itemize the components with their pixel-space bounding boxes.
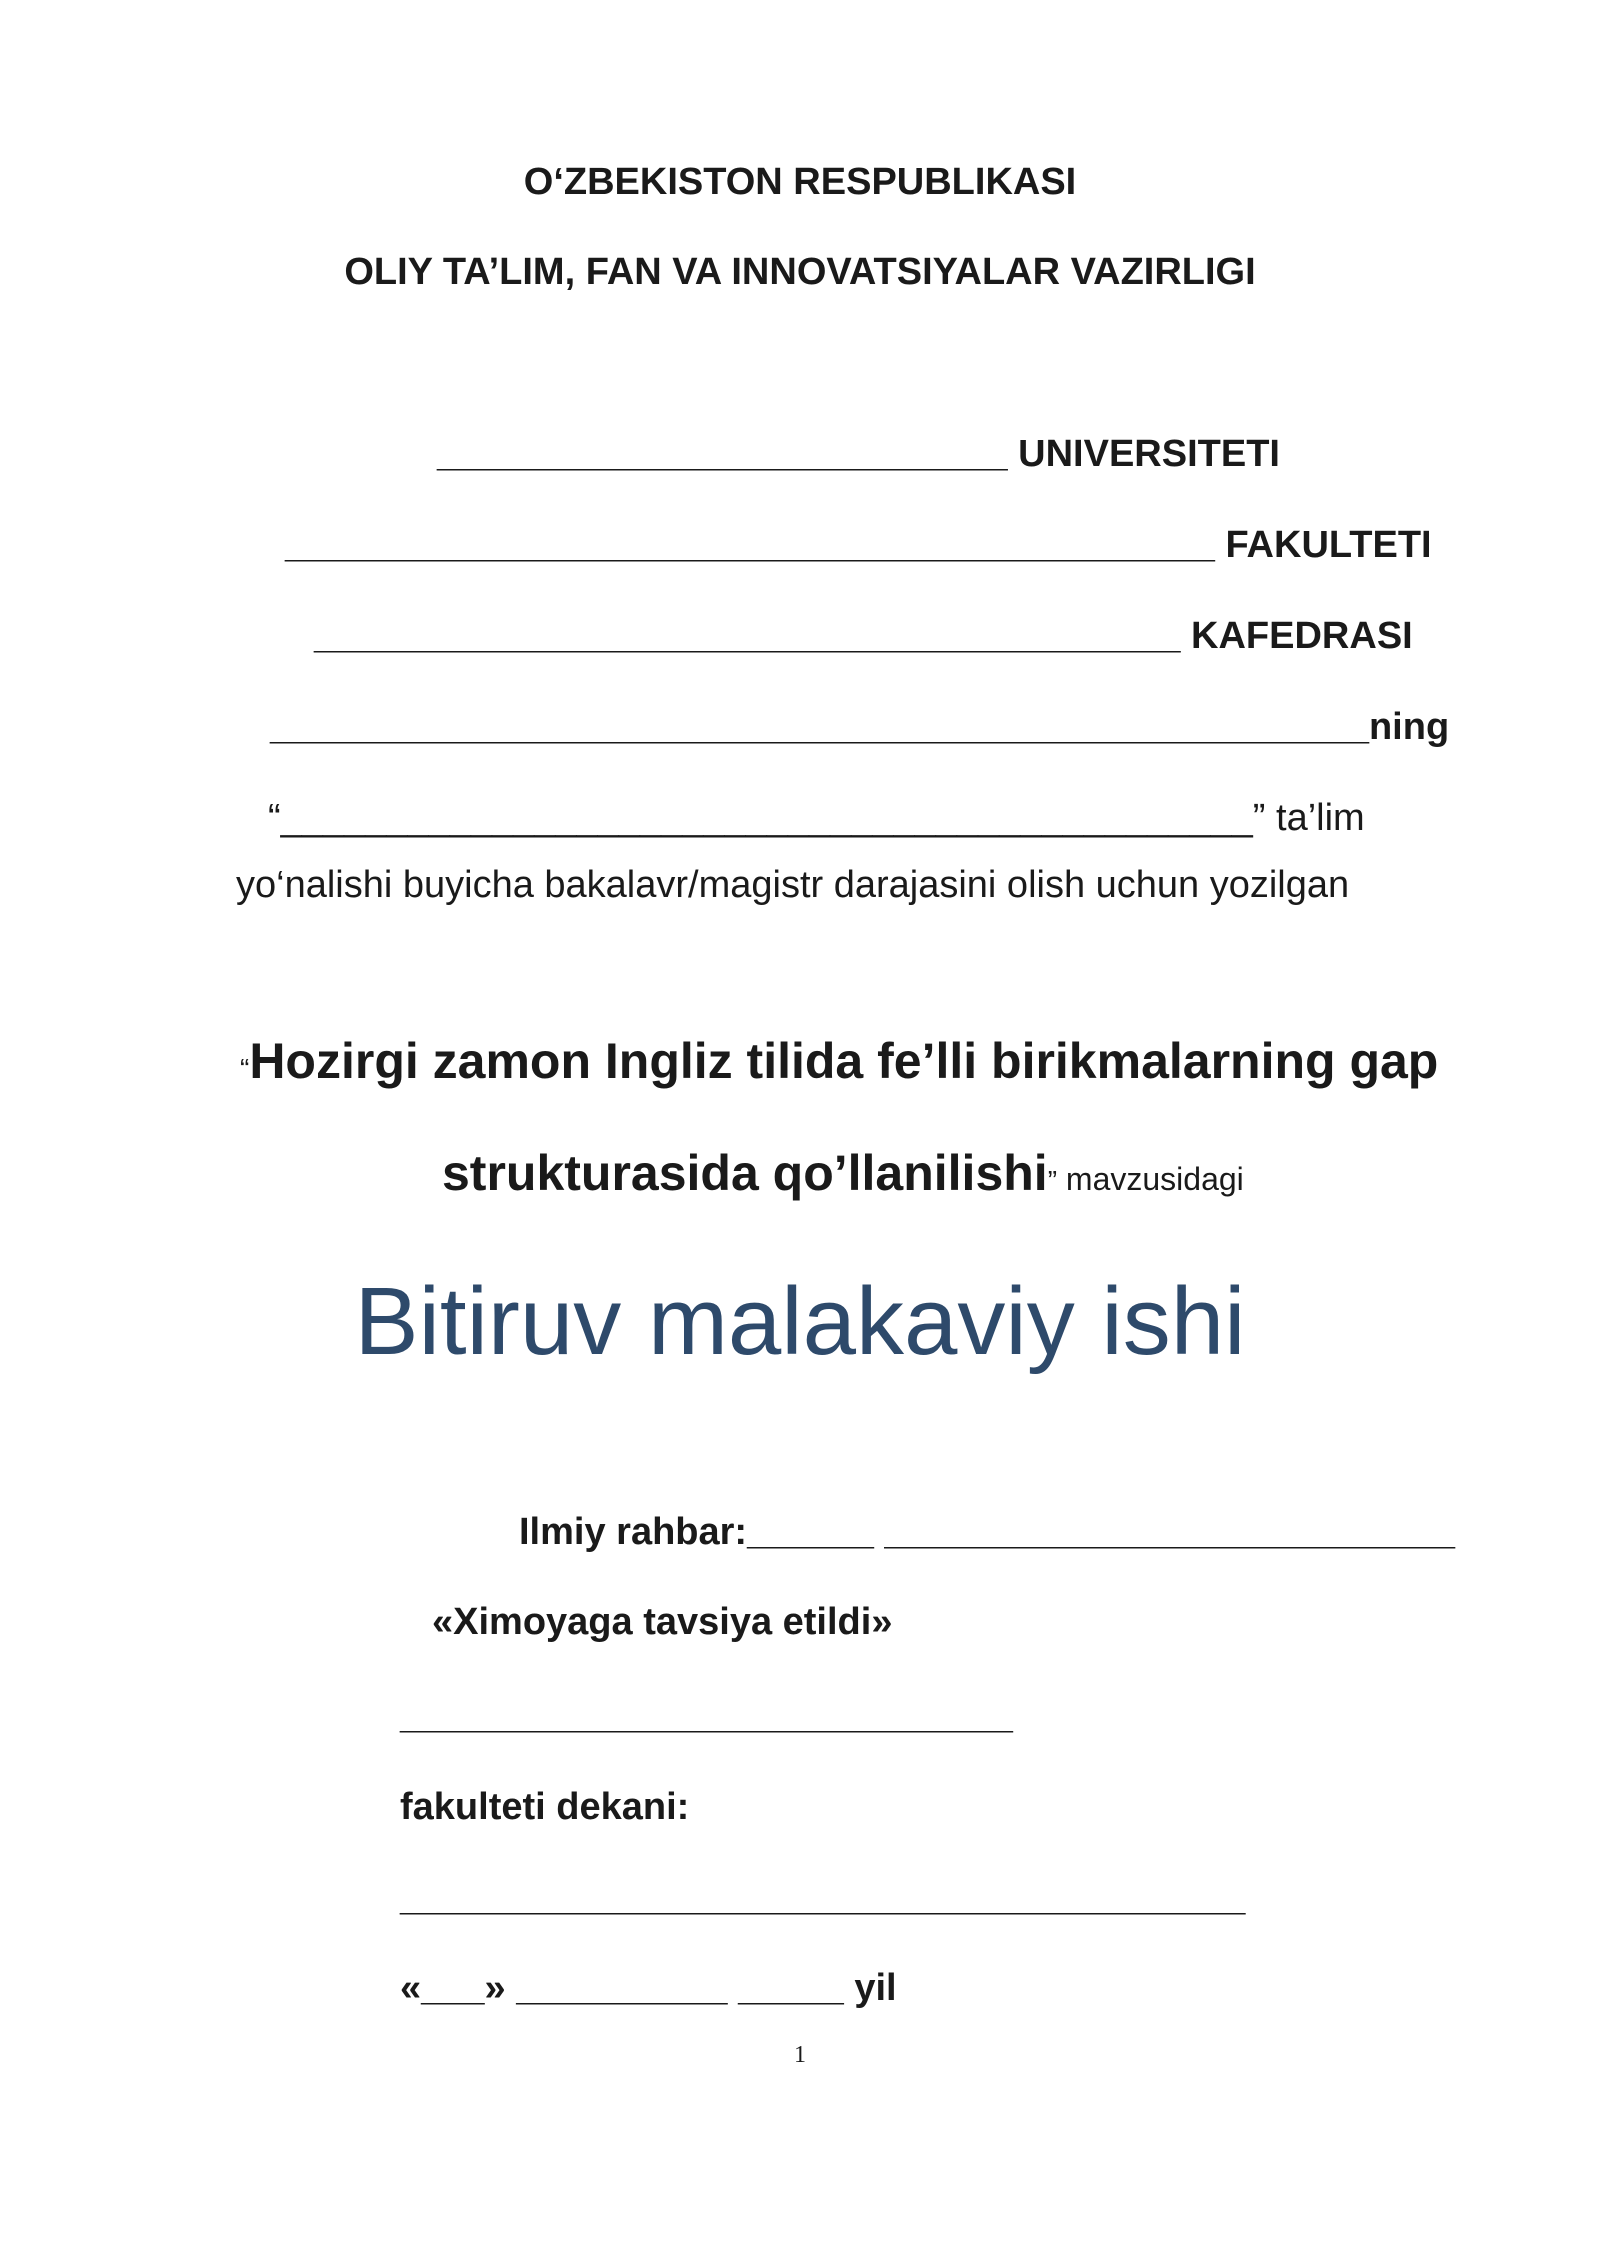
topic-close-quote: ” <box>1047 1165 1058 1196</box>
topic-line-2 <box>442 1143 1244 1211</box>
topic-line-1 <box>240 1031 1438 1099</box>
signature-blank-line-2: ________________________________________ <box>400 1877 1246 1919</box>
topic-open-quote: “ <box>240 1053 250 1084</box>
republic-heading: O‘ZBEKISTON RESPUBLIKASI <box>523 161 1077 203</box>
university-line: ___________________________ UNIVERSITETI <box>437 433 1280 475</box>
topic-title-part-2: strukturasida qo’llanilishi <box>442 1145 1048 1201</box>
topic-title-part-1: Hozirgi zamon Ingliz tilida fe’lli birikmalarning gap <box>249 1033 1439 1089</box>
date-line: «___» __________ _____ yil <box>400 1967 897 2009</box>
student-line: ____________________________________________________ning <box>270 706 1450 748</box>
direction-line-1: “______________________________________________” ta’lim <box>268 797 1365 839</box>
page-number: 1 <box>794 2042 806 2068</box>
faculty-line: ____________________________________________ FAKULTETI <box>285 524 1432 566</box>
work-type-title: Bitiruv malakaviy ishi <box>354 1268 1246 1375</box>
signature-blank-line-1: _____________________________ <box>400 1695 1013 1737</box>
recommended-label: «Ximoyaga tavsiya etildi» <box>432 1601 893 1643</box>
ministry-heading: OLIY TA’LIM, FAN VA INNOVATSIYALAR VAZIRLIGI <box>344 251 1256 293</box>
department-line: _________________________________________ KAFEDRASI <box>314 615 1413 657</box>
direction-line-2: yo‘nalishi buyicha bakalavr/magistr darajasini olish uchun yozilgan <box>236 864 1350 906</box>
dean-label: fakulteti dekani: <box>400 1786 690 1828</box>
topic-suffix: mavzusidagi <box>1057 1161 1244 1197</box>
supervisor-line: Ilmiy rahbar:______ ___________________________ <box>519 1511 1456 1553</box>
